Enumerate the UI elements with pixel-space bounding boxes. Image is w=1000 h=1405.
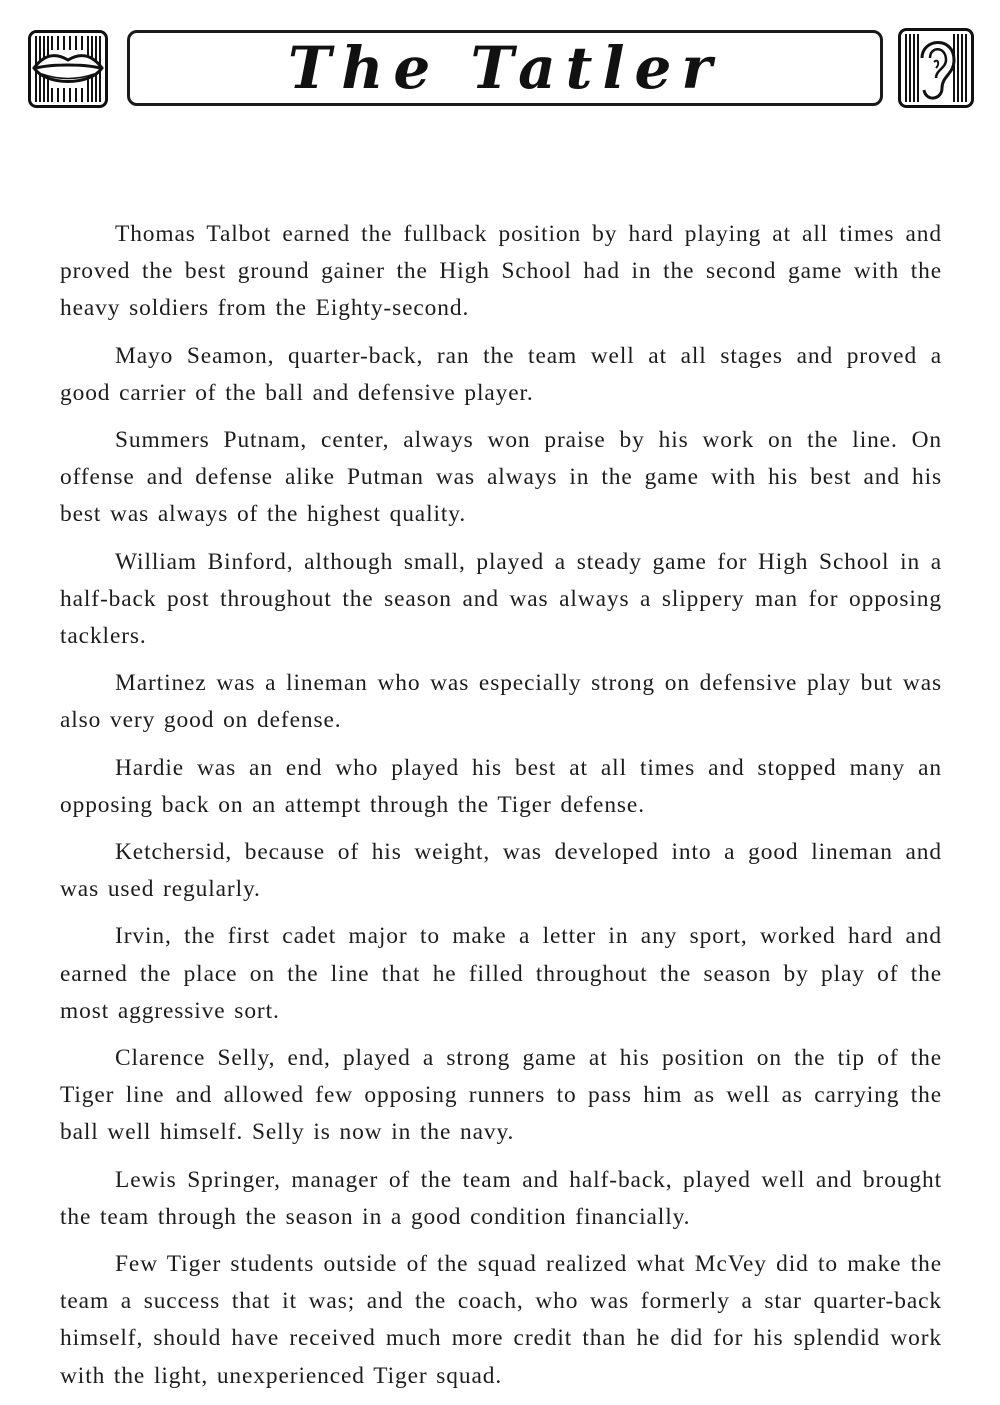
paragraph: Lewis Springer, manager of the team and half-back, played well and brought the team through the season in a good condition financially. bbox=[60, 1166, 942, 1230]
masthead bbox=[0, 0, 1000, 120]
paragraph: Ketchersid, because of his weight, was developed into a good lineman and was used regularly. bbox=[60, 839, 942, 903]
paragraph: Summers Putnam, center, always won praise by his work on the line. On offense and defense alike Putman was always in the game with his best and his best was always of the highest quality. bbox=[60, 427, 942, 528]
paragraph: Martinez was a lineman who was especially strong on defensive play but was also very good on defense. bbox=[60, 670, 942, 734]
title-frame bbox=[127, 30, 883, 106]
article-body bbox=[60, 216, 942, 1405]
paragraph: Mayo Seamon, quarter-back, ran the team well at all stages and proved a good carrier of the ball and defensive player. bbox=[60, 342, 942, 406]
paragraph: Thomas Talbot earned the fullback position by hard playing at all times and proved the best ground gainer the High School had in the second game with the heavy soldiers from the Eighty-second. bbox=[60, 221, 942, 322]
paragraph: William Binford, although small, played a steady game for High School in a half-back post throughout the season and was always a slippery man for opposing tacklers. bbox=[60, 548, 942, 650]
ear-icon bbox=[898, 28, 974, 108]
publication-title: The Tatler bbox=[288, 34, 722, 102]
paragraph: Irvin, the first cadet major to make a letter in any sport, worked hard and earned the place on the line that he filled throughout the season by play of the most aggressive sort. bbox=[60, 923, 942, 1024]
paragraph: Clarence Selly, end, played a strong game at his position on the tip of the Tiger line and allowed few opposing runners to pass him as well as carrying the ball well himself. Selly is now in the navy. bbox=[60, 1045, 942, 1146]
paragraph: Few Tiger students outside of the squad realized what McVey did to make the team a success that it was; and the coach, who was formerly a star quarter-back himself, should have received much more credit than he did for his splendid work with the light, unexperienced Tiger squad. bbox=[60, 1251, 942, 1389]
lips-icon bbox=[28, 30, 108, 108]
paragraph: Hardie was an end who played his best at all times and stopped many an opposing back on an attempt through the Tiger defense. bbox=[60, 754, 942, 818]
